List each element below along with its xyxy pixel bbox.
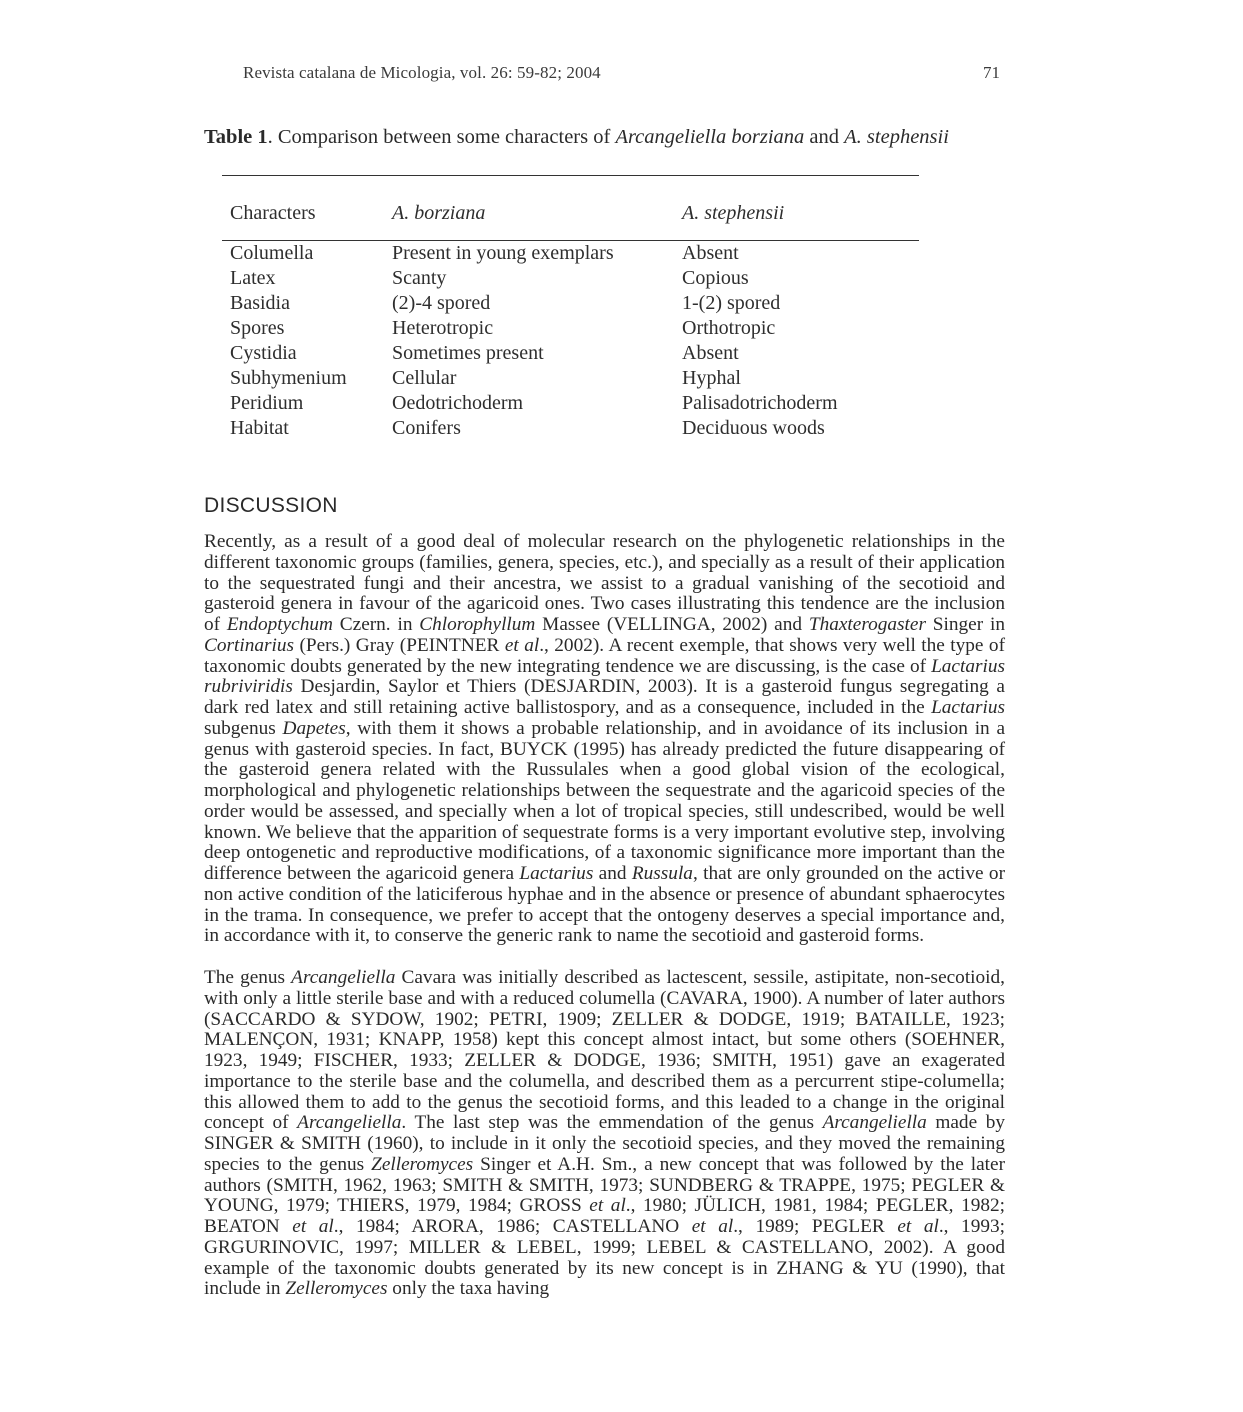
table-row (222, 391, 919, 416)
section-heading: DISCUSSION (204, 494, 338, 517)
table-caption-text: and (804, 126, 845, 148)
taxon-name: Arcangeliella (822, 1112, 927, 1134)
taxon-name: Thaxterogaster (808, 614, 926, 635)
text-run: ., 1984; ARORA, 1986; CASTELLANO (333, 1216, 692, 1237)
table-cell: Conifers (392, 417, 461, 439)
table-row (222, 416, 919, 441)
taxon-name: Arcangeliella (291, 967, 396, 988)
column-header: A. borziana (392, 202, 486, 224)
table-cell: Hyphal (682, 367, 741, 389)
table-caption-taxon: Arcangeliella borziana (615, 126, 805, 148)
text-run: (Pers.) Gray (PEINTNER (294, 634, 505, 656)
taxon-name: Lactarius (519, 863, 594, 884)
discussion-paragraph (204, 968, 1005, 1300)
taxon-name: Zelleromyces (371, 1153, 474, 1175)
table-cell: Present in young exemplars (392, 242, 614, 264)
taxon-name: Zelleromyces (285, 1278, 388, 1300)
table-cell: Subhymenium (230, 367, 347, 389)
taxon-name: Lactarius (931, 697, 1005, 718)
table-cell: Cellular (392, 367, 457, 389)
text-run: only the taxa having (387, 1278, 550, 1300)
taxon-name: Dapetes (282, 717, 346, 739)
running-head: Revista catalana de Micologia, vol. 26: 59-82; 2004 (243, 63, 601, 82)
text-run: , that are only grounded on the active or non active condition of the laticiferous hyphae and in the absence or presence of abundant sphaerocytes in the trama. In consequence, we prefer to accept that the ontogeny deserves a special importance and, in accordance with it, to conserve the generic rank to name the secotioid and gasteroid forms. (204, 863, 1005, 947)
table-cell: Palisadotrichoderm (682, 392, 838, 414)
table-caption-label: Table 1 (204, 126, 268, 148)
table-caption (204, 126, 949, 149)
table-cell: Peridium (230, 392, 304, 414)
et-al: et al (589, 1195, 626, 1217)
taxon-name: Russula (631, 863, 693, 884)
et-al: et al (292, 1216, 334, 1237)
table-caption-text: . Comparison between some characters of (267, 126, 616, 148)
table-body (222, 241, 919, 441)
taxon-name: Arcangeliella (297, 1112, 402, 1134)
table-cell: Columella (230, 242, 314, 264)
text-run: Singer et A.H. Sm., a new concept that was followed by the later authors (SMITH, 1962, 1963; SMITH & SMITH, 1973; SUNDBERG & TRAPPE, 1975; PEGLER & YOUNG, 1979; THIERS, 1979, 1984; GROSS (204, 1153, 1005, 1217)
column-header: A. stephensii (682, 202, 785, 224)
table-cell: Latex (230, 267, 276, 289)
et-al: et al (691, 1216, 734, 1237)
et-al: et al (504, 634, 540, 656)
table-cell: Spores (230, 317, 285, 339)
table-cell: Oedotrichoderm (392, 392, 524, 414)
text-run: . The last step was the emmendation of the genus (401, 1112, 823, 1134)
text-run: Singer in (925, 614, 1005, 635)
table-cell: Cystidia (230, 342, 297, 364)
table-cell: Habitat (230, 417, 289, 439)
table-cell: 1-(2) spored (682, 292, 781, 314)
text-run: subgenus (204, 717, 283, 739)
et-al: et al (897, 1216, 939, 1237)
text-run: Massee (VELLINGA, 2002) and (535, 614, 809, 635)
text-run: Desjardin, Saylor et Thiers (DESJARDIN, 2003). It is a gasteroid fungus segregating a dark red latex and still retaining active ballistospory, and as a consequence, included in the (204, 676, 1005, 718)
table-cell: Heterotropic (392, 317, 494, 339)
table-row (222, 316, 919, 341)
table-row (222, 241, 919, 266)
text-run: Cavara was initially described as lactescent, sessile, astipitate, non-secotioid, with only a little sterile base and with a reduced columella (CAVARA, 1900). A number of later authors (SACCARDO & SYDOW, 1902; PETRI, 1909; ZELLER & DODGE, 1919; BATAILLE, 1923; MALENÇON, 1931; KNAPP, 1958) kept this concept almost intact, but some others (SOEHNER, 1923, 1949; FISCHER, 1933; ZELLER & DODGE, 1936; SMITH, 1951) gave an exagerated importance to the sterile base and the columella, and described them as a percurrent stipe-columella; this allowed them to add to the genus the secotioid forms, and this leaded to a change in the original concept of (204, 967, 1005, 1134)
table-cell: Absent (682, 342, 739, 364)
text-run: ., 2002). A recent exemple, that shows very well the type of taxonomic doubts generated by the new integrating tendence we are discussing, is the case of (204, 634, 1005, 677)
taxon-name: Lactarius rubriviridis (204, 655, 1005, 698)
table-cell: Copious (682, 267, 749, 289)
text-run: and (593, 863, 632, 884)
taxon-name: Chlorophyllum (419, 614, 536, 635)
text-run: Czern. in (332, 614, 420, 635)
table-cell: Absent (682, 242, 739, 264)
table-cell: Scanty (392, 267, 447, 289)
table-top-rule (222, 175, 919, 176)
table-row (222, 291, 919, 316)
text-run: ., 1980; JÜLICH, 1981, 1984; PEGLER, 1982; BEATON (204, 1195, 1005, 1237)
column-header: Characters (230, 202, 316, 224)
text-run: ., 1993; GRGURINOVIC, 1997; MILLER & LEBEL, 1999; LEBEL & CASTELLANO, 2002). A good example of the taxonomic doubts generated by its new concept is in ZHANG & YU (1990), that include in (204, 1216, 1005, 1300)
table-cell: (2)-4 spored (392, 292, 491, 314)
text-run: ., 1989; PEGLER (733, 1216, 898, 1237)
taxon-name: Cortinarius (204, 634, 295, 656)
table-cell: Orthotropic (682, 317, 776, 339)
taxon-name: Endoptychum (226, 614, 333, 635)
table-header-row (222, 201, 919, 226)
page-number: 71 (983, 63, 1000, 82)
table-cell: Sometimes present (392, 342, 544, 364)
table-row (222, 266, 919, 291)
table-caption-taxon: A. stephensii (844, 126, 949, 148)
text-run: made by SINGER & SMITH (1960), to include in it only the secotioid species, and they moved the remaining species to the genus (204, 1112, 1005, 1175)
text-run: , with them it shows a probable relationship, and in avoidance of its inclusion in a genus with gasteroid species. In fact, BUYCK (1995) has already predicted the future disappearing of the gasteroid genera related with the Russulales when a good global vision of the ecological, morphological and phylogenetic relationships between the sequestrate and the agaricoid species of the order would be assessed, and specially when a lot of tropical species, still undescribed, would be well known. We believe that the apparition of sequestrate forms is a very important evolutive step, involving deep ontogenetic and reproductive modifications, of a taxonomic significance more important than the difference between the agaricoid genera (204, 717, 1006, 884)
discussion-paragraph (204, 532, 1005, 947)
table-row (222, 366, 919, 391)
table-row (222, 341, 919, 366)
text-run: Recently, as a result of a good deal of molecular research on the phylogenetic relationships in the different taxonomic groups (families, genera, species, etc.), and specially as a result of their application to the sequestrated fungi and their ancestra, we assist to a gradual vanishing of the secotioid and gasteroid genera in favour of the agaricoid ones. Two cases illustrating this tendence are the inclusion of (204, 531, 1005, 635)
text-run: The genus (204, 967, 292, 988)
table-cell: Deciduous woods (682, 417, 825, 439)
table-cell: Basidia (230, 292, 290, 314)
